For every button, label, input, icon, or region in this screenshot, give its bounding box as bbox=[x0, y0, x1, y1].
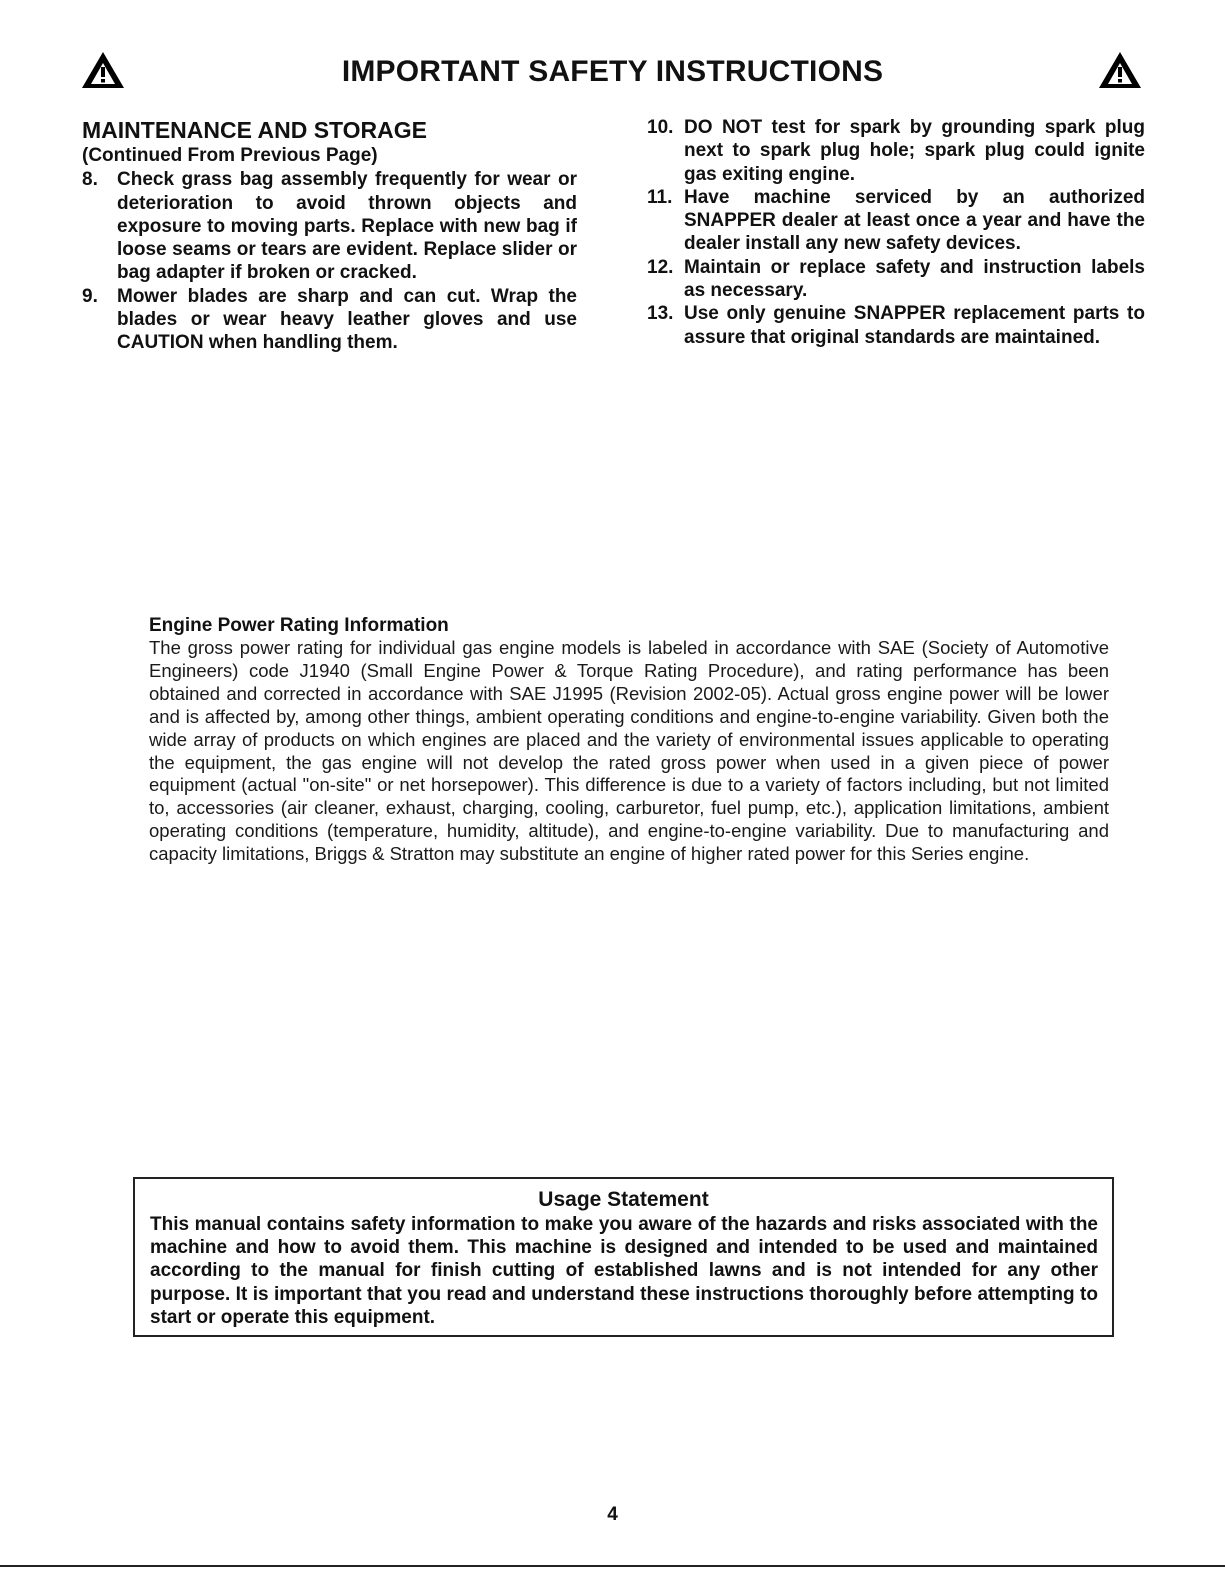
page-title: IMPORTANT SAFETY INSTRUCTIONS bbox=[341, 55, 884, 88]
continued-note: (Continued From Previous Page) bbox=[82, 145, 378, 166]
item-number: 13. bbox=[647, 303, 674, 325]
list-item bbox=[82, 285, 577, 355]
bottom-divider bbox=[0, 1565, 1225, 1567]
item-text: DO NOT test for spark by grounding spark plug next to spark plug hole; spark plug could ignite gas exiting engine. bbox=[684, 117, 1145, 185]
list-item bbox=[647, 116, 1145, 186]
page-number: 4 bbox=[607, 1504, 618, 1525]
engine-rating-section bbox=[149, 614, 1109, 866]
usage-statement-box bbox=[133, 1177, 1114, 1337]
usage-statement-heading: Usage Statement bbox=[538, 1188, 709, 1211]
warning-triangle-icon bbox=[1097, 50, 1143, 90]
instruction-list-right bbox=[647, 116, 1145, 349]
list-item bbox=[647, 302, 1145, 349]
item-text: Have machine serviced by an authorized SNAPPER dealer at least once a year and have the dealer install any new safety devices. bbox=[684, 186, 1145, 255]
item-text: Maintain or replace safety and instruction labels as necessary. bbox=[684, 256, 1145, 302]
engine-rating-body: The gross power rating for individual gas engine models is labeled in accordance with SAE (Society of Automotive Engineers) code J1940 (Small Engine Power & Torque Rating Procedure), and rating performance has been obtained and corrected in accordance with SAE J1995 (Revision 2002-05). Actual gross engine power will be lower and is affected by, among other things, ambient operating conditions and engine-to-engine variability. Given both the wide array of products on which engines are placed and the variety of environmental issues applicable to operating the equipment, the gas engine will not develop the rated gross power when used in a given piece of power equipment (actual "on-site" or net horsepower). This difference is due to a variety of factors including, but not limited to, accessories (air cleaner, exhaust, charging, cooling, carburetor, fuel pump, etc.), application limitations, ambient operating conditions (temperature, humidity, altitude), and engine-to-engine variability. Due to manufacturing and capacity limitations, Briggs & Stratton may substitute an engine of higher rated power for this Series engine. bbox=[149, 637, 1109, 865]
usage-statement-body: This manual contains safety information to make you aware of the hazards and risks associated with the machine and how to avoid them. This machine is designed and intended to be used and maintained according to the manual for finish cutting of established lawns and is not intended for any other purpose. It is important that you read and understand these instructions thoroughly before attempting to start or operate this equipment. bbox=[150, 1214, 1098, 1328]
maintenance-column-right bbox=[647, 116, 1145, 349]
item-number: 10. bbox=[647, 117, 674, 138]
item-text: Mower blades are sharp and can cut. Wrap the blades or wear heavy leather gloves and use CAUTION when handling them. bbox=[117, 285, 577, 354]
list-item bbox=[647, 256, 1145, 303]
list-item bbox=[82, 168, 577, 284]
list-item bbox=[647, 186, 1145, 256]
item-number: 9. bbox=[82, 285, 98, 307]
maintenance-column-left bbox=[82, 116, 577, 355]
engine-rating-heading: Engine Power Rating Information bbox=[149, 615, 449, 636]
item-text: Check grass bag assembly frequently for wear or deterioration to avoid thrown objects and exposure to moving parts. Replace with new bag if loose seams or tears are evident. Replace slider or bag adapter if broken or cracked. bbox=[117, 169, 577, 284]
item-number: 12. bbox=[647, 256, 674, 278]
item-number: 11. bbox=[647, 186, 673, 208]
item-text: Use only genuine SNAPPER replacement parts to assure that original standards are maintained. bbox=[684, 303, 1145, 348]
instruction-list-left bbox=[82, 168, 577, 354]
section-heading: MAINTENANCE AND STORAGE bbox=[82, 117, 428, 143]
item-number: 8. bbox=[82, 169, 98, 191]
